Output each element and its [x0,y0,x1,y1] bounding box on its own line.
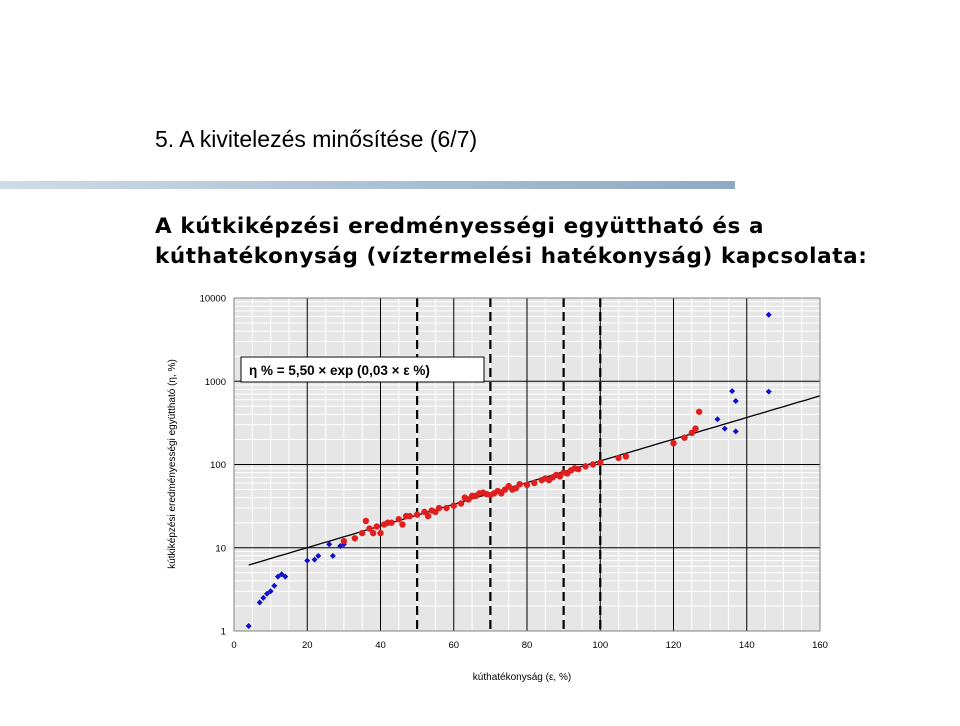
marker-circle [615,455,621,461]
slide-subtitle [155,212,945,272]
y-tick-label: 10000 [199,293,226,305]
x-axis-ticks [231,640,828,651]
formula-label: η % = 5,50 × exp (0,03 × ε %) [249,363,430,378]
marker-circle [363,518,369,524]
subtitle-line-1: A kútkiképzési eredményességi együttható és a [155,214,765,239]
marker-circle [425,513,431,519]
formula-box [241,357,484,382]
marker-circle [670,440,676,446]
marker-circle [359,530,365,536]
x-tick-label: 0 [231,640,237,651]
marker-circle [590,461,596,467]
x-tick-label: 100 [592,640,609,651]
marker-circle [388,519,394,525]
x-tick-label: 140 [738,640,755,651]
title-divider [0,181,735,189]
marker-circle [414,511,420,517]
marker-circle [623,453,629,459]
y-tick-label: 1000 [204,376,226,388]
marker-circle [458,500,464,506]
x-tick-label: 40 [375,640,386,651]
subtitle-line-2: kúthatékonyság (víztermelési hatékonyság) kapcsolata: [155,244,868,269]
marker-circle [575,466,581,472]
x-tick-label: 120 [665,640,682,651]
marker-circle [597,460,603,466]
slide-title: 5. A kivitelezés minősítése (6/7) [155,126,478,152]
marker-circle [531,480,537,486]
marker-circle [451,502,457,508]
marker-circle [692,425,698,431]
y-tick-label: 10 [215,543,226,555]
marker-circle [370,530,376,536]
y-tick-label: 1 [220,626,226,638]
marker-circle [443,505,449,511]
marker-circle [341,538,347,544]
x-tick-label: 20 [301,640,313,651]
marker-circle [352,535,358,541]
marker-circle [374,523,380,529]
marker-circle [436,505,442,511]
chart-panel [153,284,870,694]
x-tick-label: 80 [521,640,533,651]
marker-circle [399,521,405,527]
marker-circle [396,516,402,522]
marker-circle [681,434,687,440]
marker-circle [582,463,588,469]
marker-circle [524,482,530,488]
y-axis-title: kútkiképzési eredményességi együttható (η, %) [167,359,178,569]
marker-circle [696,409,702,415]
y-tick-label: 100 [210,460,226,471]
x-axis-title: kúthatékonyság (ε, %) [472,672,572,683]
x-tick-label: 160 [812,640,828,651]
marker-circle [377,530,383,536]
scatter-chart [153,284,870,694]
marker-circle [407,513,413,519]
x-tick-label: 60 [448,640,460,651]
y-axis-ticks [200,294,226,638]
marker-circle [516,481,522,487]
